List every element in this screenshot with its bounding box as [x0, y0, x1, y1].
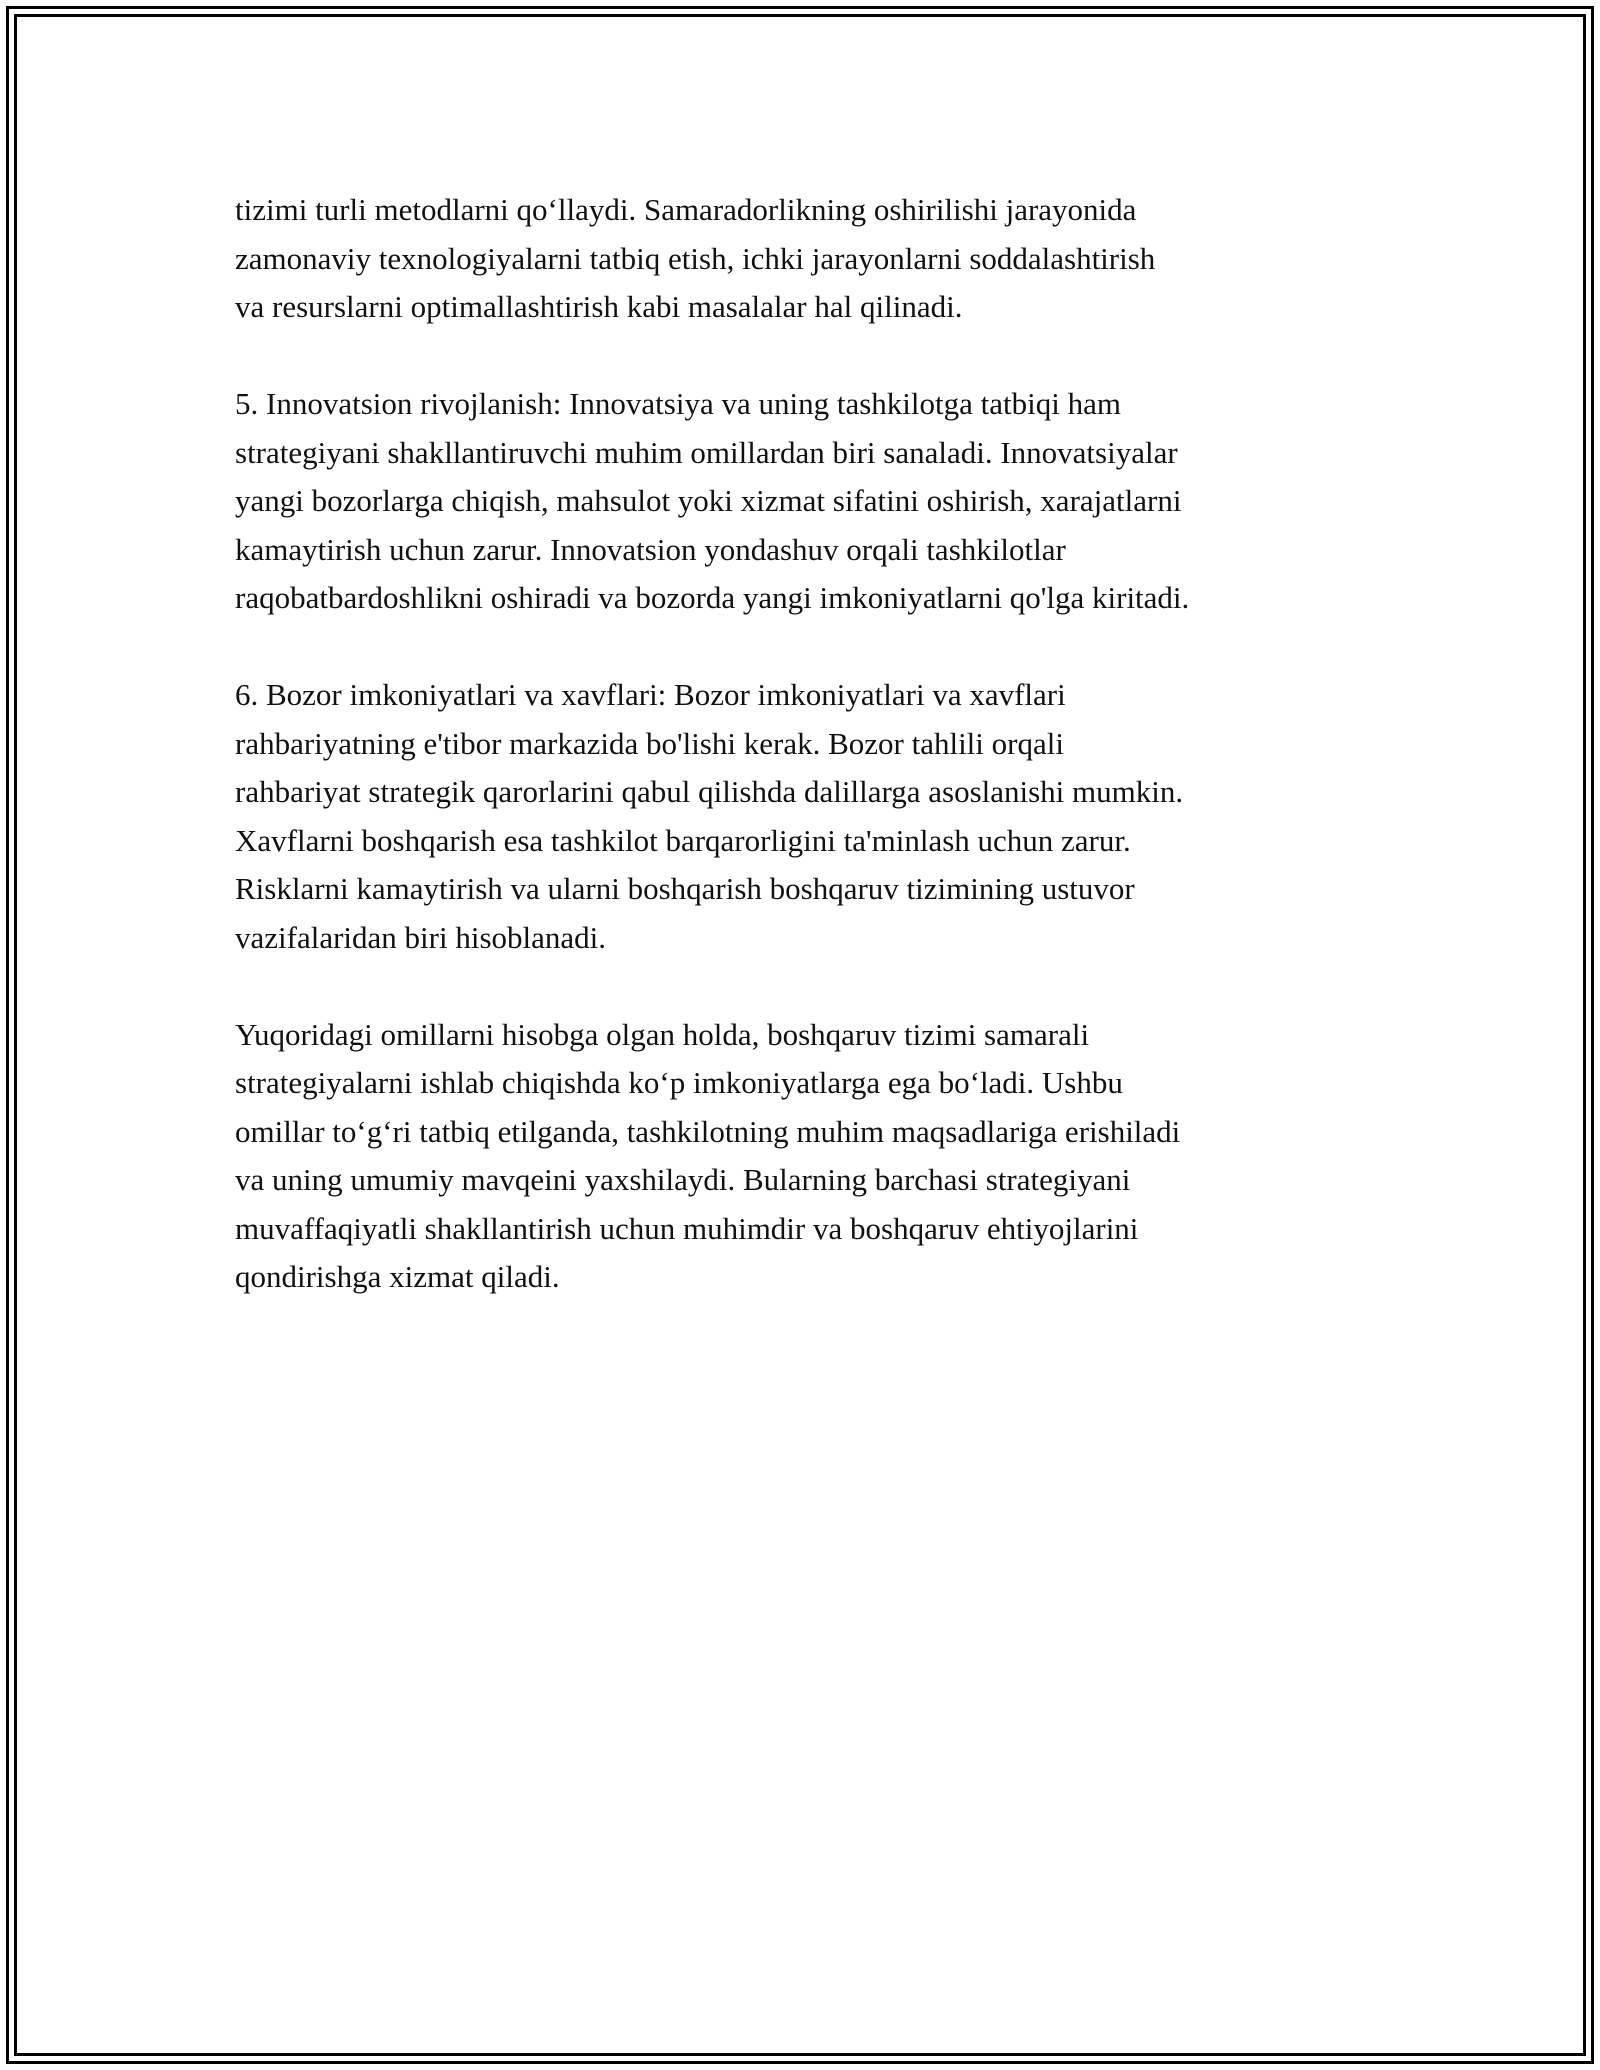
- text-line: muvaffaqiyatli shakllantirish uchun muhimdir va boshqaruv ehtiyojlarini: [235, 1210, 1139, 1246]
- text-line: qondirishga xizmat qiladi.: [235, 1259, 560, 1294]
- text-line: rahbariyat strategik qarorlarini qabul qilishda dalillarga asoslanishi mumkin.: [235, 774, 1184, 809]
- text-line: va uning umumiy mavqeini yaxshilaydi. Bularning barchasi strategiyani: [235, 1162, 1131, 1197]
- text-line: Xavflarni boshqarish esa tashkilot barqarorligini ta'minlash uchun zarur.: [235, 822, 1131, 858]
- paragraph-innovation-development: [235, 380, 1370, 623]
- paragraph-market-opportunities-risks: [235, 671, 1370, 962]
- document-body: [235, 186, 1370, 1350]
- text-line: Risklarni kamaytirish va ularni boshqarish boshqaruv tizimining ustuvor: [235, 871, 1135, 906]
- text-line: 5. Innovatsion rivojlanish: Innovatsiya va uning tashkilotga tatbiqi ham: [235, 386, 1121, 421]
- text-line: kamaytirish uchun zarur. Innovatsion yondashuv orqali tashkilotlar: [235, 531, 1066, 567]
- text-line: tizimi turli metodlarni qo‘llaydi. Samaradorlikning oshirilishi jarayonida: [235, 192, 1137, 227]
- text-line: 6. Bozor imkoniyatlari va xavflari: Bozor imkoniyatlari va xavflari: [235, 677, 1066, 712]
- text-line: Yuqoridagi omillarni hisobga olgan holda, boshqaruv tizimi samarali: [235, 1016, 1090, 1052]
- text-line: strategiyani shakllantiruvchi muhim omillardan biri sanaladi. Innovatsiyalar: [235, 434, 1178, 470]
- paragraph-conclusion: [235, 1011, 1370, 1302]
- text-line: yangi bozorlarga chiqish, mahsulot yoki xizmat sifatini oshirish, xarajatlarni: [235, 483, 1182, 518]
- text-line: va resurslarni optimallashtirish kabi masalalar hal qilinadi.: [235, 289, 963, 324]
- text-line: omillar to‘g‘ri tatbiq etilganda, tashkilotning muhim maqsadlariga erishiladi: [235, 1113, 1181, 1149]
- text-line: rahbariyatning e'tibor markazida bo'lishi kerak. Bozor tahlili orqali: [235, 725, 1064, 761]
- text-line: zamonaviy texnologiyalarni tatbiq etish, ichki jarayonlarni soddalashtirish: [235, 240, 1156, 276]
- text-line: strategiyalarni ishlab chiqishda ko‘p imkoniyatlarga ega bo‘ladi. Ushbu: [235, 1065, 1123, 1100]
- text-line: vazifalaridan biri hisoblanadi.: [235, 919, 607, 955]
- text-line: raqobatbardoshlikni oshiradi va bozorda yangi imkoniyatlarni qo'lga kiritadi.: [235, 580, 1190, 615]
- paragraph-efficiency-continuation: [235, 186, 1370, 332]
